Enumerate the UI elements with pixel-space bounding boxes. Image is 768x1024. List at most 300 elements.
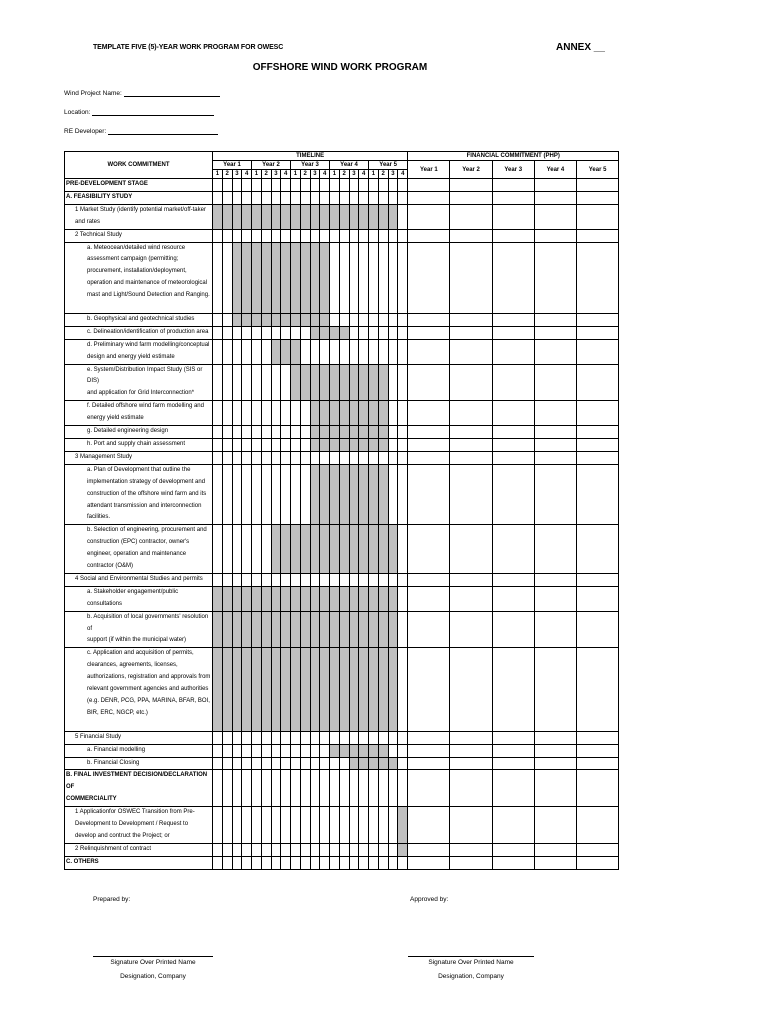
timeline-cell[interactable]	[349, 229, 359, 242]
timeline-cell[interactable]	[369, 770, 379, 807]
timeline-cell[interactable]	[330, 191, 340, 204]
timeline-cell[interactable]	[222, 586, 232, 611]
timeline-cell[interactable]	[359, 242, 369, 313]
timeline-cell[interactable]	[398, 586, 408, 611]
timeline-cell[interactable]	[339, 179, 349, 192]
financial-cell[interactable]	[577, 191, 619, 204]
timeline-cell[interactable]	[320, 401, 330, 426]
financial-cell[interactable]	[408, 339, 450, 364]
timeline-cell[interactable]	[388, 326, 398, 339]
timeline-cell[interactable]	[271, 573, 281, 586]
financial-cell[interactable]	[534, 648, 576, 731]
timeline-cell[interactable]	[320, 464, 330, 525]
timeline-cell[interactable]	[378, 229, 388, 242]
timeline-cell[interactable]	[339, 401, 349, 426]
financial-cell[interactable]	[492, 401, 534, 426]
financial-cell[interactable]	[492, 770, 534, 807]
financial-cell[interactable]	[577, 326, 619, 339]
timeline-cell[interactable]	[369, 648, 379, 731]
timeline-cell[interactable]	[330, 807, 340, 844]
timeline-cell[interactable]	[300, 611, 310, 648]
timeline-cell[interactable]	[291, 464, 301, 525]
timeline-cell[interactable]	[359, 401, 369, 426]
timeline-cell[interactable]	[330, 229, 340, 242]
timeline-cell[interactable]	[222, 229, 232, 242]
timeline-cell[interactable]	[232, 242, 242, 313]
financial-cell[interactable]	[408, 856, 450, 869]
timeline-cell[interactable]	[213, 204, 223, 229]
timeline-cell[interactable]	[320, 313, 330, 326]
timeline-cell[interactable]	[359, 191, 369, 204]
timeline-cell[interactable]	[300, 757, 310, 770]
timeline-cell[interactable]	[398, 525, 408, 574]
timeline-cell[interactable]	[261, 242, 271, 313]
timeline-cell[interactable]	[320, 843, 330, 856]
financial-cell[interactable]	[534, 770, 576, 807]
timeline-cell[interactable]	[320, 179, 330, 192]
timeline-cell[interactable]	[232, 586, 242, 611]
timeline-cell[interactable]	[242, 451, 252, 464]
timeline-cell[interactable]	[330, 648, 340, 731]
financial-cell[interactable]	[408, 179, 450, 192]
financial-cell[interactable]	[492, 586, 534, 611]
timeline-cell[interactable]	[359, 313, 369, 326]
timeline-cell[interactable]	[261, 191, 271, 204]
financial-cell[interactable]	[492, 525, 534, 574]
timeline-cell[interactable]	[281, 843, 291, 856]
timeline-cell[interactable]	[359, 648, 369, 731]
financial-cell[interactable]	[534, 229, 576, 242]
timeline-cell[interactable]	[252, 326, 262, 339]
timeline-cell[interactable]	[271, 401, 281, 426]
timeline-cell[interactable]	[232, 313, 242, 326]
timeline-cell[interactable]	[398, 744, 408, 757]
timeline-cell[interactable]	[310, 364, 320, 401]
timeline-cell[interactable]	[252, 313, 262, 326]
timeline-cell[interactable]	[261, 757, 271, 770]
timeline-cell[interactable]	[271, 438, 281, 451]
timeline-cell[interactable]	[213, 191, 223, 204]
timeline-cell[interactable]	[261, 586, 271, 611]
timeline-cell[interactable]	[232, 464, 242, 525]
timeline-cell[interactable]	[261, 770, 271, 807]
timeline-cell[interactable]	[232, 191, 242, 204]
timeline-cell[interactable]	[300, 856, 310, 869]
financial-cell[interactable]	[450, 191, 492, 204]
financial-cell[interactable]	[577, 731, 619, 744]
timeline-cell[interactable]	[242, 191, 252, 204]
timeline-cell[interactable]	[330, 573, 340, 586]
timeline-cell[interactable]	[378, 426, 388, 439]
financial-cell[interactable]	[492, 744, 534, 757]
timeline-cell[interactable]	[349, 438, 359, 451]
field-blank[interactable]	[108, 134, 218, 135]
timeline-cell[interactable]	[310, 807, 320, 844]
timeline-cell[interactable]	[291, 807, 301, 844]
timeline-cell[interactable]	[232, 179, 242, 192]
timeline-cell[interactable]	[242, 426, 252, 439]
timeline-cell[interactable]	[281, 364, 291, 401]
timeline-cell[interactable]	[281, 770, 291, 807]
timeline-cell[interactable]	[320, 339, 330, 364]
financial-cell[interactable]	[408, 744, 450, 757]
timeline-cell[interactable]	[222, 757, 232, 770]
timeline-cell[interactable]	[398, 807, 408, 844]
timeline-cell[interactable]	[252, 438, 262, 451]
timeline-cell[interactable]	[320, 757, 330, 770]
timeline-cell[interactable]	[213, 401, 223, 426]
timeline-cell[interactable]	[369, 326, 379, 339]
timeline-cell[interactable]	[339, 757, 349, 770]
timeline-cell[interactable]	[359, 573, 369, 586]
timeline-cell[interactable]	[271, 525, 281, 574]
timeline-cell[interactable]	[252, 770, 262, 807]
timeline-cell[interactable]	[213, 843, 223, 856]
timeline-cell[interactable]	[252, 843, 262, 856]
timeline-cell[interactable]	[281, 229, 291, 242]
timeline-cell[interactable]	[388, 648, 398, 731]
timeline-cell[interactable]	[300, 648, 310, 731]
timeline-cell[interactable]	[349, 573, 359, 586]
timeline-cell[interactable]	[398, 326, 408, 339]
financial-cell[interactable]	[492, 242, 534, 313]
timeline-cell[interactable]	[339, 242, 349, 313]
financial-cell[interactable]	[450, 204, 492, 229]
timeline-cell[interactable]	[213, 757, 223, 770]
timeline-cell[interactable]	[261, 313, 271, 326]
timeline-cell[interactable]	[261, 744, 271, 757]
timeline-cell[interactable]	[310, 744, 320, 757]
timeline-cell[interactable]	[300, 807, 310, 844]
financial-cell[interactable]	[534, 339, 576, 364]
timeline-cell[interactable]	[291, 451, 301, 464]
timeline-cell[interactable]	[359, 339, 369, 364]
timeline-cell[interactable]	[388, 191, 398, 204]
timeline-cell[interactable]	[261, 179, 271, 192]
timeline-cell[interactable]	[242, 229, 252, 242]
financial-cell[interactable]	[492, 648, 534, 731]
timeline-cell[interactable]	[349, 856, 359, 869]
timeline-cell[interactable]	[359, 426, 369, 439]
financial-cell[interactable]	[408, 843, 450, 856]
timeline-cell[interactable]	[222, 856, 232, 869]
timeline-cell[interactable]	[271, 191, 281, 204]
timeline-cell[interactable]	[398, 464, 408, 525]
timeline-cell[interactable]	[261, 731, 271, 744]
financial-cell[interactable]	[450, 339, 492, 364]
timeline-cell[interactable]	[281, 326, 291, 339]
timeline-cell[interactable]	[261, 807, 271, 844]
timeline-cell[interactable]	[320, 204, 330, 229]
timeline-cell[interactable]	[398, 426, 408, 439]
timeline-cell[interactable]	[213, 525, 223, 574]
timeline-cell[interactable]	[349, 757, 359, 770]
financial-cell[interactable]	[450, 464, 492, 525]
timeline-cell[interactable]	[261, 229, 271, 242]
timeline-cell[interactable]	[222, 339, 232, 364]
financial-cell[interactable]	[577, 229, 619, 242]
timeline-cell[interactable]	[310, 438, 320, 451]
timeline-cell[interactable]	[213, 731, 223, 744]
timeline-cell[interactable]	[291, 339, 301, 364]
timeline-cell[interactable]	[213, 856, 223, 869]
timeline-cell[interactable]	[252, 339, 262, 364]
timeline-cell[interactable]	[252, 464, 262, 525]
timeline-cell[interactable]	[359, 464, 369, 525]
timeline-cell[interactable]	[213, 426, 223, 439]
timeline-cell[interactable]	[300, 843, 310, 856]
timeline-cell[interactable]	[291, 573, 301, 586]
timeline-cell[interactable]	[310, 525, 320, 574]
timeline-cell[interactable]	[300, 339, 310, 364]
timeline-cell[interactable]	[378, 242, 388, 313]
timeline-cell[interactable]	[242, 611, 252, 648]
timeline-cell[interactable]	[291, 856, 301, 869]
timeline-cell[interactable]	[213, 339, 223, 364]
timeline-cell[interactable]	[310, 339, 320, 364]
timeline-cell[interactable]	[349, 648, 359, 731]
financial-cell[interactable]	[408, 364, 450, 401]
financial-cell[interactable]	[577, 744, 619, 757]
timeline-cell[interactable]	[271, 843, 281, 856]
timeline-cell[interactable]	[261, 364, 271, 401]
timeline-cell[interactable]	[378, 364, 388, 401]
timeline-cell[interactable]	[232, 744, 242, 757]
timeline-cell[interactable]	[261, 426, 271, 439]
timeline-cell[interactable]	[310, 204, 320, 229]
timeline-cell[interactable]	[359, 586, 369, 611]
timeline-cell[interactable]	[281, 731, 291, 744]
financial-cell[interactable]	[492, 229, 534, 242]
timeline-cell[interactable]	[359, 731, 369, 744]
timeline-cell[interactable]	[300, 573, 310, 586]
timeline-cell[interactable]	[271, 770, 281, 807]
timeline-cell[interactable]	[281, 611, 291, 648]
timeline-cell[interactable]	[281, 313, 291, 326]
timeline-cell[interactable]	[330, 525, 340, 574]
timeline-cell[interactable]	[349, 464, 359, 525]
timeline-cell[interactable]	[359, 843, 369, 856]
timeline-cell[interactable]	[388, 573, 398, 586]
financial-cell[interactable]	[450, 586, 492, 611]
financial-cell[interactable]	[492, 191, 534, 204]
timeline-cell[interactable]	[291, 364, 301, 401]
timeline-cell[interactable]	[398, 856, 408, 869]
timeline-cell[interactable]	[359, 770, 369, 807]
timeline-cell[interactable]	[320, 856, 330, 869]
timeline-cell[interactable]	[320, 191, 330, 204]
timeline-cell[interactable]	[252, 204, 262, 229]
timeline-cell[interactable]	[232, 856, 242, 869]
timeline-cell[interactable]	[300, 401, 310, 426]
timeline-cell[interactable]	[349, 313, 359, 326]
timeline-cell[interactable]	[378, 179, 388, 192]
financial-cell[interactable]	[577, 611, 619, 648]
financial-cell[interactable]	[534, 856, 576, 869]
timeline-cell[interactable]	[359, 525, 369, 574]
financial-cell[interactable]	[492, 464, 534, 525]
timeline-cell[interactable]	[291, 770, 301, 807]
timeline-cell[interactable]	[232, 807, 242, 844]
timeline-cell[interactable]	[222, 313, 232, 326]
timeline-cell[interactable]	[320, 451, 330, 464]
timeline-cell[interactable]	[349, 770, 359, 807]
timeline-cell[interactable]	[339, 326, 349, 339]
timeline-cell[interactable]	[320, 426, 330, 439]
timeline-cell[interactable]	[378, 451, 388, 464]
timeline-cell[interactable]	[242, 438, 252, 451]
financial-cell[interactable]	[492, 426, 534, 439]
timeline-cell[interactable]	[388, 313, 398, 326]
timeline-cell[interactable]	[252, 744, 262, 757]
timeline-cell[interactable]	[320, 242, 330, 313]
timeline-cell[interactable]	[388, 426, 398, 439]
timeline-cell[interactable]	[378, 326, 388, 339]
financial-cell[interactable]	[450, 611, 492, 648]
financial-cell[interactable]	[534, 326, 576, 339]
timeline-cell[interactable]	[261, 204, 271, 229]
timeline-cell[interactable]	[242, 843, 252, 856]
timeline-cell[interactable]	[320, 586, 330, 611]
timeline-cell[interactable]	[261, 573, 271, 586]
timeline-cell[interactable]	[369, 401, 379, 426]
timeline-cell[interactable]	[369, 856, 379, 869]
timeline-cell[interactable]	[369, 757, 379, 770]
financial-cell[interactable]	[450, 179, 492, 192]
timeline-cell[interactable]	[232, 770, 242, 807]
timeline-cell[interactable]	[378, 744, 388, 757]
timeline-cell[interactable]	[369, 573, 379, 586]
timeline-cell[interactable]	[398, 843, 408, 856]
timeline-cell[interactable]	[232, 229, 242, 242]
timeline-cell[interactable]	[261, 611, 271, 648]
timeline-cell[interactable]	[213, 326, 223, 339]
timeline-cell[interactable]	[388, 856, 398, 869]
financial-cell[interactable]	[408, 229, 450, 242]
timeline-cell[interactable]	[252, 229, 262, 242]
timeline-cell[interactable]	[378, 731, 388, 744]
timeline-cell[interactable]	[320, 525, 330, 574]
timeline-cell[interactable]	[213, 179, 223, 192]
timeline-cell[interactable]	[369, 191, 379, 204]
financial-cell[interactable]	[534, 179, 576, 192]
timeline-cell[interactable]	[271, 648, 281, 731]
timeline-cell[interactable]	[213, 464, 223, 525]
financial-cell[interactable]	[534, 242, 576, 313]
timeline-cell[interactable]	[398, 757, 408, 770]
timeline-cell[interactable]	[388, 525, 398, 574]
timeline-cell[interactable]	[222, 364, 232, 401]
timeline-cell[interactable]	[369, 204, 379, 229]
financial-cell[interactable]	[492, 843, 534, 856]
timeline-cell[interactable]	[330, 451, 340, 464]
timeline-cell[interactable]	[213, 242, 223, 313]
financial-cell[interactable]	[534, 611, 576, 648]
timeline-cell[interactable]	[242, 770, 252, 807]
timeline-cell[interactable]	[300, 191, 310, 204]
timeline-cell[interactable]	[349, 364, 359, 401]
financial-cell[interactable]	[534, 744, 576, 757]
timeline-cell[interactable]	[242, 242, 252, 313]
timeline-cell[interactable]	[349, 843, 359, 856]
financial-cell[interactable]	[492, 807, 534, 844]
timeline-cell[interactable]	[320, 438, 330, 451]
timeline-cell[interactable]	[378, 191, 388, 204]
timeline-cell[interactable]	[359, 451, 369, 464]
financial-cell[interactable]	[408, 525, 450, 574]
timeline-cell[interactable]	[222, 648, 232, 731]
timeline-cell[interactable]	[261, 326, 271, 339]
timeline-cell[interactable]	[213, 807, 223, 844]
timeline-cell[interactable]	[271, 339, 281, 364]
financial-cell[interactable]	[450, 438, 492, 451]
timeline-cell[interactable]	[232, 648, 242, 731]
timeline-cell[interactable]	[388, 843, 398, 856]
timeline-cell[interactable]	[242, 573, 252, 586]
timeline-cell[interactable]	[388, 807, 398, 844]
timeline-cell[interactable]	[388, 744, 398, 757]
timeline-cell[interactable]	[378, 586, 388, 611]
timeline-cell[interactable]	[261, 525, 271, 574]
timeline-cell[interactable]	[398, 339, 408, 364]
timeline-cell[interactable]	[252, 451, 262, 464]
timeline-cell[interactable]	[291, 179, 301, 192]
financial-cell[interactable]	[577, 179, 619, 192]
timeline-cell[interactable]	[291, 843, 301, 856]
timeline-cell[interactable]	[281, 757, 291, 770]
financial-cell[interactable]	[450, 313, 492, 326]
timeline-cell[interactable]	[349, 611, 359, 648]
timeline-cell[interactable]	[242, 326, 252, 339]
timeline-cell[interactable]	[252, 191, 262, 204]
financial-cell[interactable]	[577, 438, 619, 451]
timeline-cell[interactable]	[291, 525, 301, 574]
timeline-cell[interactable]	[359, 611, 369, 648]
timeline-cell[interactable]	[232, 525, 242, 574]
timeline-cell[interactable]	[320, 573, 330, 586]
financial-cell[interactable]	[577, 807, 619, 844]
timeline-cell[interactable]	[388, 731, 398, 744]
timeline-cell[interactable]	[261, 464, 271, 525]
financial-cell[interactable]	[534, 757, 576, 770]
timeline-cell[interactable]	[213, 586, 223, 611]
timeline-cell[interactable]	[320, 611, 330, 648]
timeline-cell[interactable]	[222, 807, 232, 844]
financial-cell[interactable]	[450, 242, 492, 313]
financial-cell[interactable]	[450, 807, 492, 844]
timeline-cell[interactable]	[222, 611, 232, 648]
timeline-cell[interactable]	[369, 525, 379, 574]
timeline-cell[interactable]	[281, 648, 291, 731]
timeline-cell[interactable]	[388, 611, 398, 648]
timeline-cell[interactable]	[349, 451, 359, 464]
timeline-cell[interactable]	[330, 731, 340, 744]
financial-cell[interactable]	[450, 744, 492, 757]
financial-cell[interactable]	[577, 586, 619, 611]
timeline-cell[interactable]	[271, 757, 281, 770]
timeline-cell[interactable]	[339, 856, 349, 869]
timeline-cell[interactable]	[310, 611, 320, 648]
timeline-cell[interactable]	[242, 731, 252, 744]
timeline-cell[interactable]	[300, 770, 310, 807]
timeline-cell[interactable]	[339, 364, 349, 401]
timeline-cell[interactable]	[232, 757, 242, 770]
timeline-cell[interactable]	[252, 648, 262, 731]
timeline-cell[interactable]	[369, 451, 379, 464]
timeline-cell[interactable]	[339, 731, 349, 744]
timeline-cell[interactable]	[291, 242, 301, 313]
financial-cell[interactable]	[450, 856, 492, 869]
